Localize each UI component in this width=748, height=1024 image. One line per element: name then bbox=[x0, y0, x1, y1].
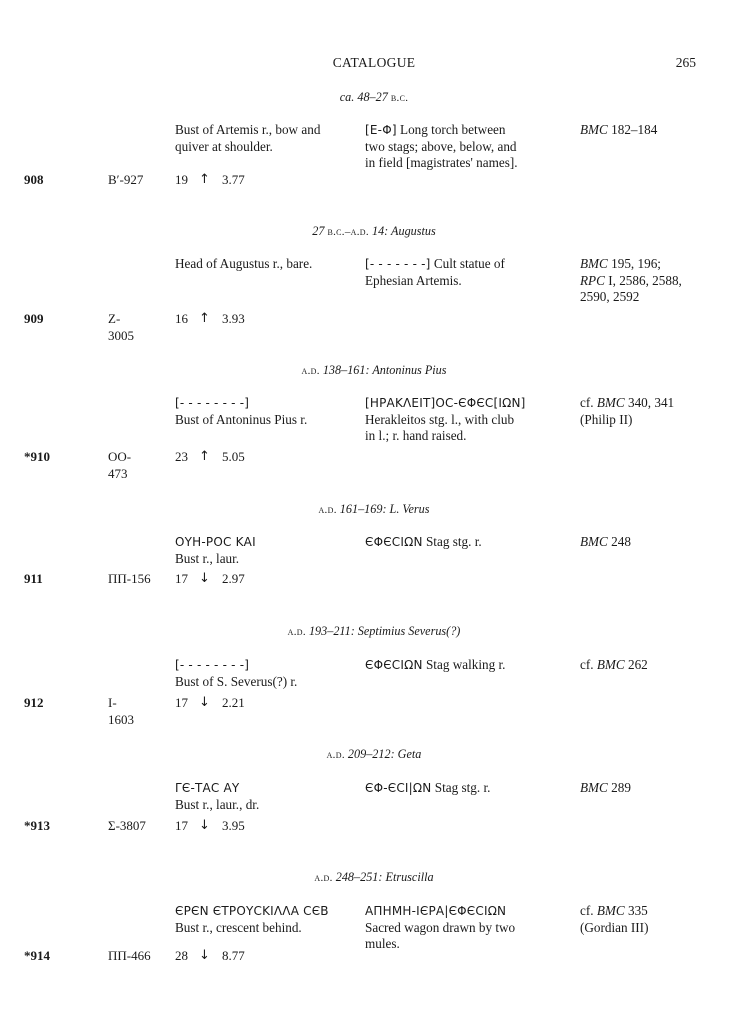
period-heading: a.d. 138–161: Antoninus Pius bbox=[301, 363, 447, 377]
inventory-number: I-1603 bbox=[108, 695, 134, 727]
weight: 3.93 bbox=[222, 311, 245, 326]
reverse-legend: [- - - - - - -] bbox=[365, 257, 431, 271]
die-axis-arrow-icon: ↑ bbox=[199, 311, 210, 326]
period-heading: ca. 48–27 b.c. bbox=[339, 90, 409, 104]
die-axis-arrow-icon: ↓ bbox=[199, 571, 210, 586]
obverse-legend: ΟΥΗ-ΡΟC ΚΑΙ bbox=[175, 535, 256, 549]
weight: 2.97 bbox=[222, 571, 245, 586]
obverse-description: ΓЄ-ΤΑC ΑΥ Bust r., laur., dr. bbox=[175, 780, 360, 813]
reverse-legend: ЄΦ-ЄCΙ|ΩΝ bbox=[365, 781, 432, 795]
die-axis-arrow-icon: ↓ bbox=[199, 695, 210, 710]
obverse-description: Head of Augustus r., bare. bbox=[175, 256, 313, 271]
die-size: 19 bbox=[175, 172, 188, 187]
die-axis-arrow-icon: ↑ bbox=[199, 449, 210, 464]
inventory-number: Σ-3807 bbox=[108, 818, 146, 833]
obverse-description: [- - - - - - - -] Bust of Antoninus Pius r. bbox=[175, 395, 360, 428]
inventory-number: ΠΠ-466 bbox=[108, 948, 151, 963]
period-heading: 27 b.c.–a.d. 14: Augustus bbox=[312, 224, 436, 238]
reverse-legend: ΑΠΗΜΗ-ΙЄΡΑ|ЄΦЄCΙΩΝ bbox=[365, 904, 507, 918]
die-size: 23 bbox=[175, 449, 188, 464]
obverse-legend: ЄΡЄΝ ЄΤΡΟΥCΚΙΛΛΑ CЄΒ bbox=[175, 904, 329, 918]
period-heading: a.d. 161–169: L. Verus bbox=[318, 502, 430, 516]
reverse-description: ЄΦЄCΙΩΝ Stag stg. r. bbox=[365, 534, 482, 549]
die-size: 17 bbox=[175, 695, 188, 710]
page-number: 265 bbox=[675, 55, 696, 70]
die-axis-arrow-icon: ↓ bbox=[199, 948, 210, 963]
weight: 3.95 bbox=[222, 818, 245, 833]
obverse-legend: ΓЄ-ΤΑC ΑΥ bbox=[175, 781, 240, 795]
reference: cf. BMC 335 (Gordian III) bbox=[580, 903, 649, 935]
die-axis-arrow-icon: ↑ bbox=[199, 172, 210, 187]
reverse-legend: [Ε-Φ] bbox=[365, 123, 397, 137]
die-size: 16 bbox=[175, 311, 188, 326]
obverse-description: ΟΥΗ-ΡΟC ΚΑΙ Bust r., laur. bbox=[175, 534, 360, 567]
running-head bbox=[0, 55, 748, 75]
reverse-description: [Ε-Φ] Long torch between two stags; above, below, and in field [magistrates' names]. bbox=[365, 122, 518, 170]
obverse-description: [- - - - - - - -] Bust of S. Severus(?) r. bbox=[175, 657, 360, 690]
weight: 3.77 bbox=[222, 172, 245, 187]
reverse-legend: ЄΦЄCΙΩΝ bbox=[365, 658, 423, 672]
die-size: 17 bbox=[175, 818, 188, 833]
inventory-number: B′-927 bbox=[108, 172, 144, 187]
reference: BMC 289 bbox=[580, 780, 631, 795]
die-axis-arrow-icon: ↓ bbox=[199, 818, 210, 833]
catalogue-number: *914 bbox=[24, 948, 50, 963]
obverse-legend: [- - - - - - - -] bbox=[175, 658, 250, 672]
reverse-legend: ЄΦЄCΙΩΝ bbox=[365, 535, 423, 549]
reverse-description: ΑΠΗΜΗ-ΙЄΡΑ|ЄΦЄCΙΩΝ Sacred wagon drawn by two mules. bbox=[365, 903, 570, 953]
obverse-legend: [- - - - - - - -] bbox=[175, 396, 250, 410]
reverse-description: ЄΦ-ЄCΙ|ΩΝ Stag stg. r. bbox=[365, 780, 491, 795]
catalogue-number: *913 bbox=[24, 818, 50, 833]
period-heading: a.d. 248–251: Etruscilla bbox=[314, 870, 434, 884]
inventory-number: ΠΠ-156 bbox=[108, 571, 151, 586]
inventory-number: Z-3005 bbox=[108, 311, 134, 343]
reference: BMC 248 bbox=[580, 534, 631, 549]
reference: BMC 195, 196; RPC I, 2586, 2588, 2590, 2592 bbox=[580, 256, 682, 304]
weight: 5.05 bbox=[222, 449, 245, 464]
period-heading: a.d. 193–211: Septimius Severus(?) bbox=[287, 624, 461, 638]
reverse-description: [ΗΡΑΚΛΕΙΤ]ΟC-ЄΦЄC[ΙΩΝ] Herakleitos stg. l., with club in l.; r. hand raised. bbox=[365, 395, 570, 445]
inventory-number: OO-473 bbox=[108, 449, 132, 481]
catalogue-number: *910 bbox=[24, 449, 50, 464]
reverse-description: [- - - - - - -] Cult statue of Ephesian Artemis. bbox=[365, 256, 505, 288]
period-heading: a.d. 209–212: Geta bbox=[326, 747, 422, 761]
weight: 2.21 bbox=[222, 695, 245, 710]
reverse-legend: [ΗΡΑΚΛΕΙΤ]ΟC-ЄΦЄC[ΙΩΝ] bbox=[365, 396, 526, 410]
weight: 8.77 bbox=[222, 948, 245, 963]
reference: cf. BMC 340, 341 (Philip II) bbox=[580, 395, 675, 427]
reverse-description: ЄΦЄCΙΩΝ Stag walking r. bbox=[365, 657, 506, 672]
catalogue-number: 909 bbox=[24, 311, 44, 326]
running-title: CATALOGUE bbox=[332, 55, 416, 70]
obverse-description: ЄΡЄΝ ЄΤΡΟΥCΚΙΛΛΑ CЄΒ Bust r., crescent behind. bbox=[175, 903, 360, 936]
reference: BMC 182–184 bbox=[580, 122, 658, 137]
die-size: 28 bbox=[175, 948, 188, 963]
die-size: 17 bbox=[175, 571, 188, 586]
reference: cf. BMC 262 bbox=[580, 657, 648, 672]
catalogue-number: 912 bbox=[24, 695, 44, 710]
catalogue-number: 908 bbox=[24, 172, 44, 187]
catalogue-number: 911 bbox=[24, 571, 43, 586]
obverse-description: Bust of Artemis r., bow and quiver at shoulder. bbox=[175, 122, 321, 154]
